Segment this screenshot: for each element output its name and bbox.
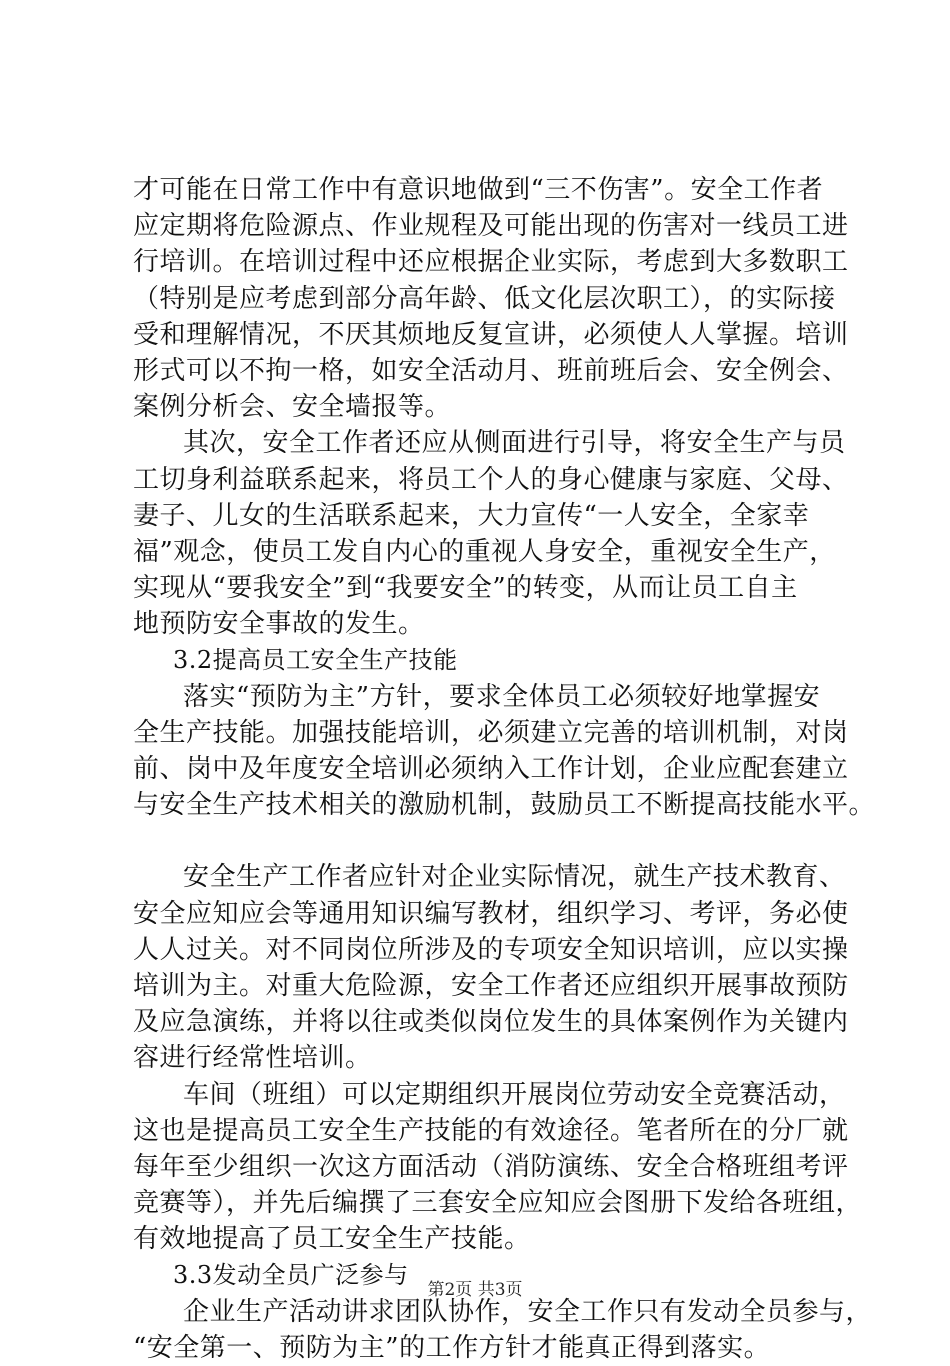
paragraph-start-line: 其次，安全工作者还应从侧面进行引导，将安全生产与员 — [183, 428, 846, 459]
text-line: （特别是应考虑到部分高年龄、低文化层次职工），的实际接 — [133, 283, 836, 314]
text-line: 每年至少组织一次这方面活动（消防演练、安全合格班组考评 — [133, 1151, 849, 1182]
text-line: 及应急演练，并将以往或类似岗位发生的具体案例作为关键内 — [133, 1007, 849, 1038]
text-line: 前、岗中及年度安全培训必须纳入工作计划，企业应配套建立 — [133, 754, 849, 784]
text-line: 地预防安全事故的发生。 — [133, 609, 425, 640]
text-line: 形式可以不拘一格，如安全活动月、班前班后会、安全例会、 — [133, 355, 849, 386]
paragraph-start-line: 车间（班组）可以定期组织开展岗位劳动安全竞赛活动， — [183, 1079, 846, 1110]
text-line: 案例分析会、安全墙报等。 — [133, 392, 452, 423]
paragraph-start-line: 落实“预防为主”方针，要求全体员工必须较好地掌握安 — [183, 681, 821, 712]
section-heading: 3.3发动全员广泛参与 — [173, 1261, 409, 1290]
text-line: 与安全生产技术相关的激励机制，鼓励员工不断提高技能水平。 — [133, 790, 876, 821]
text-line: 实现从“要我安全”到“我要安全”的转变，从而让员工自主 — [133, 573, 798, 604]
text-line: 妻子、儿女的生活联系起来，大力宣传“一人安全，全家幸 — [133, 500, 810, 531]
text-line: 受和理解情况，不厌其烦地反复宣讲，必须使人人掌握。培训 — [133, 319, 849, 350]
text-line: 全生产技能。加强技能培训，必须建立完善的培训机制，对岗 — [133, 717, 849, 748]
text-line: 福”观念，使员工发自内心的重视人身安全，重视安全生产， — [133, 536, 836, 567]
paragraph-start-line: 安全生产工作者应针对企业实际情况，就生产技术教育、 — [183, 862, 846, 893]
document-body — [133, 172, 876, 1366]
text-line: 应定期将危险源点、作业规程及可能出现的伤害对一线员工进 — [133, 211, 849, 242]
text-line: 工切身利益联系起来，将员工个人的身心健康与家庭、父母、 — [133, 464, 849, 495]
paragraph-start-line: 企业生产活动讲求团队协作，安全工作只有发动全员参与， — [183, 1296, 873, 1327]
text-line: 竞赛等），并先后编撰了三套安全应知应会图册下发给各班组， — [133, 1188, 863, 1219]
text-line: 行培训。在培训过程中还应根据企业实际，考虑到大多数职工 — [133, 247, 849, 278]
paragraph-gap — [133, 823, 833, 859]
text-line: 人人过关。对不同岗位所涉及的专项安全知识培训，应以实操 — [133, 934, 849, 965]
text-line: 容进行经常性培训。 — [133, 1043, 372, 1074]
page-number-footer: 第2页 共3页 — [427, 1280, 523, 1300]
text-line: 才可能在日常工作中有意识地做到“三不伤害”。安全工作者 — [133, 175, 824, 205]
text-line: 培训为主。对重大危险源，安全工作者还应组织开展事故预防 — [133, 970, 849, 1001]
text-line: 这也是提高员工安全生产技能的有效途径。笔者所在的分厂就 — [133, 1115, 849, 1146]
text-line: “安全第一、预防为主”的工作方针才能真正得到落实。 — [133, 1332, 771, 1363]
text-line: 安全应知应会等通用知识编写教材，组织学习、考评，务必使 — [133, 898, 849, 929]
text-line: 有效地提高了员工安全生产技能。 — [133, 1224, 531, 1255]
section-heading: 3.2提高员工安全生产技能 — [173, 646, 458, 675]
